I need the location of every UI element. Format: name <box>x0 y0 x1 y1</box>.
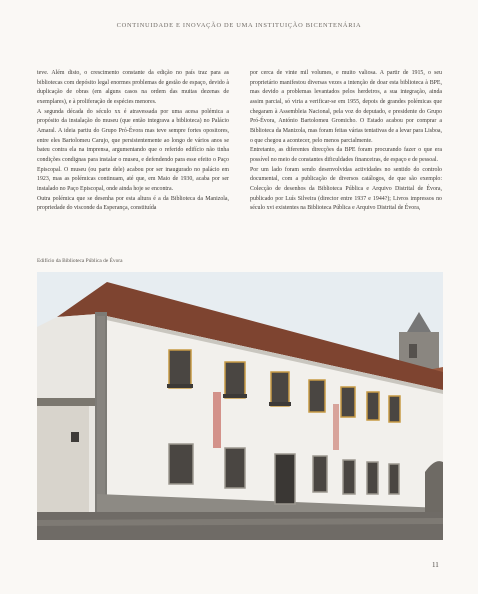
paragraph: Entretanto, as diferentes direcções da BPE foram procurando fazer o que era possível no meio de constantes dificuldades financeiras, de espaço e de pessoal. <box>250 147 442 163</box>
photo-caption: Edifício da Biblioteca Pública de Évora <box>37 258 123 264</box>
paragraph: Outra polémica que se desenha por esta altura é a da Biblioteca da Manizola, propriedade do visconde da Esperança, constituída <box>37 195 229 212</box>
library-building-illustration <box>37 272 443 540</box>
paragraph: A segunda década do século xx é atravessada por uma acesa polémica a propósito da instalação do museu (que então integrava a biblioteca) no Palácio Amaral. A ideia partiu do Grupo Pró-Évora mas teve sempre fortes opositores, entre eles Bartolomeu Carujo, que persistentemente ao longo de vários anos se bateu contra ela na imprensa, argumentando que o referido edifício não tinha condições condignas para instalar o museu, e defendendo para esse efeito o Paço Episcopal. O museu (ou parte dele) acabou por ser inaugurado no palácio em 1923, mas as polémicas continuam, até que, em Maio de 1930, acaba por ser instalado no Paço Episcopal, onde ainda hoje se encontra. <box>37 108 229 192</box>
text-column-right <box>250 69 442 214</box>
library-building-photo <box>37 272 443 540</box>
paragraph: por cerca de vinte mil volumes, e muito valiosa. A partir de 1915, o seu proprietário manifestou diversas vezes a intenção de doar esta biblioteca à BPE, mas devido a problemas levantados pelos herdeiros, a sua integração, ainda assim parcial, só viria a verificar-se em 1955, depois de grandes polémicas que chegaram à Assembleia Nacional, pela voz do deputado, e presidente do Grupo Pró-Évora, António Bartolomeu Gromicho. O Estado acabou por comprar a Biblioteca da Manizola, mas foram feitas várias tentativas de a levar para Lisboa, o que chegou a acontecer, pelo menos parcialmente. <box>250 70 442 144</box>
paragraph: Por um lado foram sendo desenvolvidas actividades no sentido do controlo documental, com a publicação de diversos catálogos, de que são exemplo: Colecção de desenhos da Biblioteca Pública e Arquivo Distrital de Évora, publicado por Luís Silveira (director entre 1937 e 1944?); Livros impressos no século xvi existentes na Biblioteca Pública e Arquivo Distrital de Évora, <box>250 166 442 212</box>
text-column-left <box>37 69 229 214</box>
paragraph: teve. Além disto, o crescimento constante da edição no país traz para as bibliotecas com depósito legal enormes problemas de gestão de espaço, devido à duplicação de obras (em alguns casos na ordem das muitas dezenas de exemplares), e à proliferação de espécies menores. <box>37 70 229 105</box>
page-number: 11 <box>432 561 439 569</box>
running-head: CONTINUIDADE E INOVAÇÃO DE UMA INSTITUIÇÃO BICENTENÁRIA <box>116 22 362 29</box>
